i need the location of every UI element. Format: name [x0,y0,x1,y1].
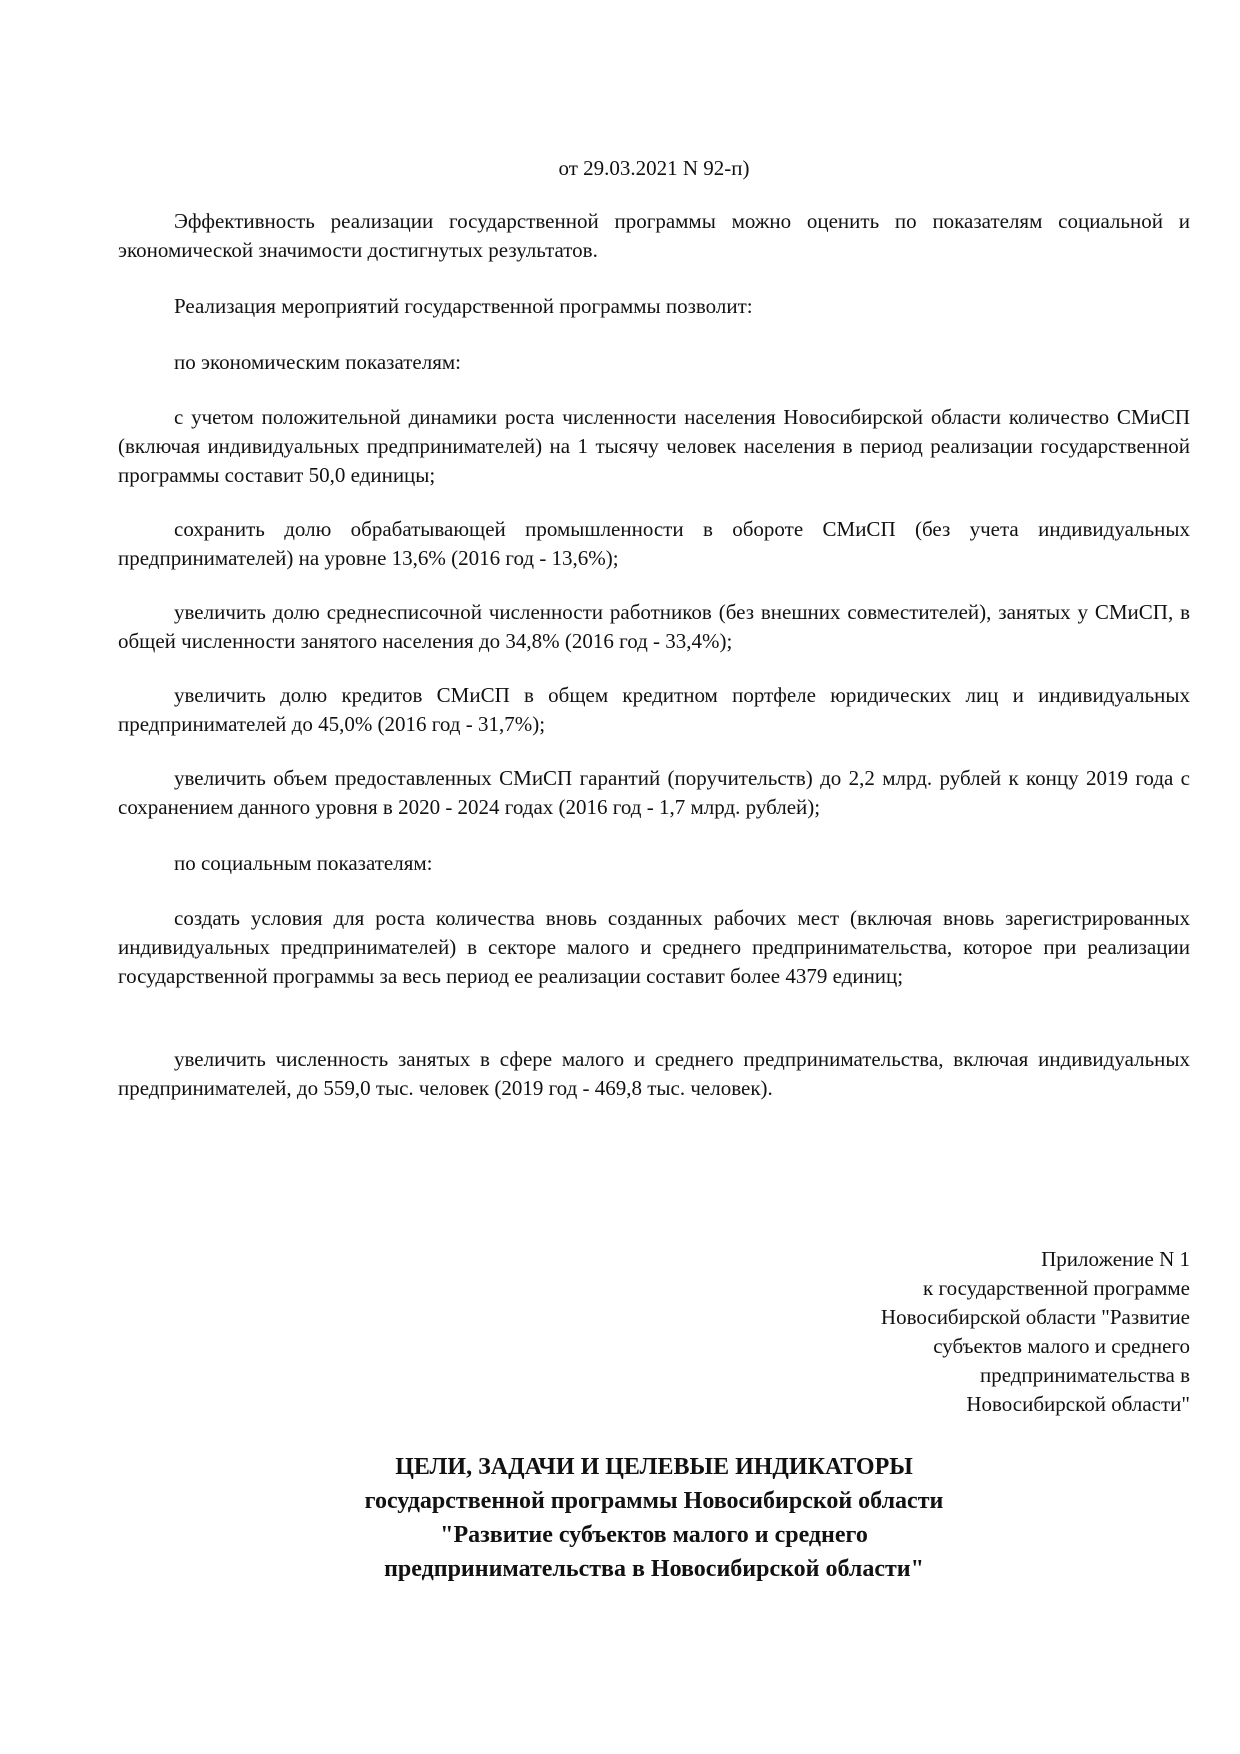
title-line: государственной программы Новосибирской области [364,1488,944,1514]
paragraph: по социальным показателям: [174,851,433,875]
appendix-line: Приложение N 1 [1041,1247,1190,1271]
paragraph: Эффективность реализации государственной программы можно оценить по показателям социальной и экономической значимости достигнутых результатов. [118,209,1190,262]
paragraph: создать условия для роста количества вновь созданных рабочих мест (включая вновь зарегистрированных индивидуальных предпринимателей) в секторе малого и среднего предпринимательства, которое при реализации государственной программы за весь период ее реализации составит более 4379 единиц; [118,906,1190,988]
paragraph: увеличить долю кредитов СМиСП в общем кредитном портфеле юридических лиц и индивидуальных предпринимателей до 45,0% (2016 год - 31,7%); [118,683,1190,736]
paragraph: Реализация мероприятий государственной программы позволит: [174,294,753,318]
paragraph: по экономическим показателям: [174,350,461,374]
amendment-date-line: от 29.03.2021 N 92-п) [558,156,750,180]
paragraph: увеличить долю среднесписочной численности работников (без внешних совместителей), занятых у СМиСП, в общей численности занятого населения до 34,8% (2016 год - 33,4%); [118,600,1190,653]
appendix-reference [690,1245,1190,1419]
paragraph: сохранить долю обрабатывающей промышленности в обороте СМиСП (без учета индивидуальных предпринимателей) на уровне 13,6% (2016 год - 13,6%); [118,517,1190,570]
appendix-line: Новосибирской области "Развитие [880,1305,1190,1329]
paragraph: с учетом положительной динамики роста численности населения Новосибирской области количество СМиСП (включая индивидуальных предпринимателей) на 1 тысячу человек населения в период реализации государственной программы составит 50,0 единицы; [118,405,1190,487]
section-title [118,1450,1190,1586]
appendix-line: Новосибирской области" [966,1392,1190,1416]
paragraph: увеличить численность занятых в сфере малого и среднего предпринимательства, включая индивидуальных предпринимателей, до 559,0 тыс. человек (2019 год - 469,8 тыс. человек). [118,1047,1190,1100]
title-line: "Развитие субъектов малого и среднего [440,1522,868,1548]
appendix-line: субъектов малого и среднего [933,1334,1190,1358]
title-line: предпринимательства в Новосибирской области" [384,1556,924,1582]
paragraph: увеличить объем предоставленных СМиСП гарантий (поручительств) до 2,2 млрд. рублей к концу 2019 года с сохранением данного уровня в 2020 - 2024 годах (2016 год - 1,7 млрд. рублей); [118,766,1190,819]
title-line: ЦЕЛИ, ЗАДАЧИ И ЦЕЛЕВЫЕ ИНДИКАТОРЫ [395,1454,913,1480]
appendix-line: к государственной программе [923,1276,1190,1300]
appendix-line: предпринимательства в [979,1363,1190,1387]
